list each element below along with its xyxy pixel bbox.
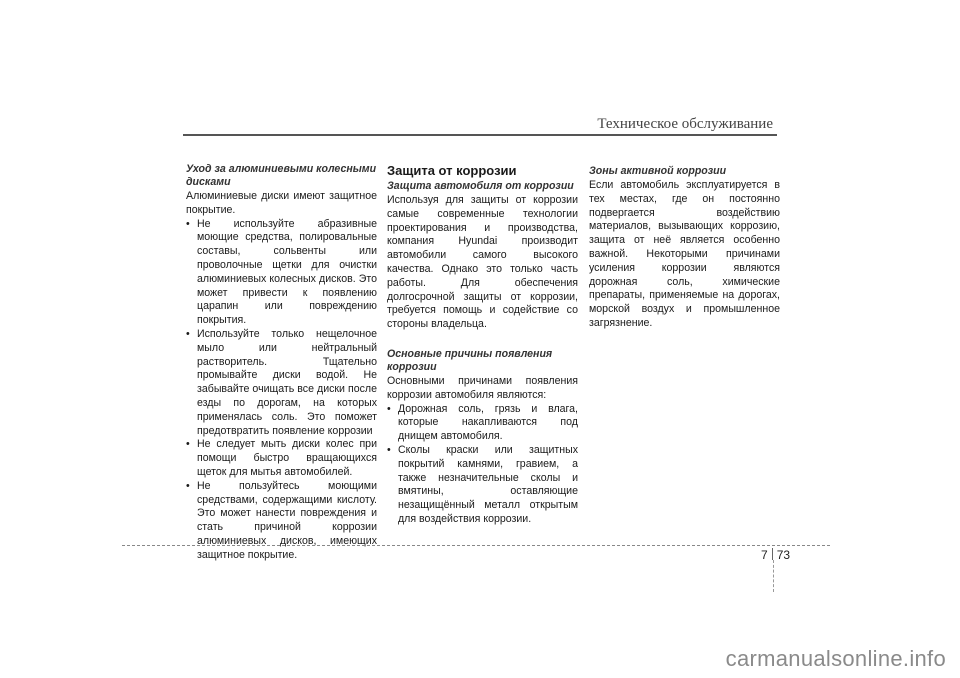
corrosion-causes-list [387,403,578,527]
page-number [761,548,790,562]
bullet-icon: • [186,479,190,492]
list-item-text: Сколы краски или защитных покрытий камнями, гравием, а также незначительные сколы и вмятины, оставляющие незащищённый металл открытым для воздействия коррозии. [398,443,578,525]
corrosion-zones-text: Если автомобиль эксплуатируется в тех местах, где он постоянно подвергается воздействию материалов, вызывающих коррозию, защита от неё является особенно важной. Некоторыми причинами усиления коррозии являются дорожная соль, химические препараты, применяемые на дорогах, морской воздух и промышленное загрязнение. [589,179,780,329]
chapter-number: 7 [761,548,768,562]
list-item-text: Используйте только нещелочное мыло или нейтральный растворитель. Тщательно промывайте диски водой. Не забывайте очищать все диски после езды по дорогам, на которых применялась соль. Это поможет предотвратить появление коррозии [197,327,377,437]
bullet-icon: • [387,402,391,415]
watermark: carmanualsonline.info [725,646,946,671]
footer-vertical-rule [773,560,774,592]
list-item [387,444,578,527]
list-item-text: Не используйте абразивные моющие средства, полировальные составы, сольвенты или проволочные щетки для очистки алюминиевых колесных дисков. Это может привести к появлению царапин или повреждению покрытия. [197,217,377,327]
bullet-icon: • [186,217,190,230]
bullet-icon: • [186,438,190,451]
column-middle [387,163,578,527]
header-rule [183,134,777,136]
bullet-icon: • [387,443,391,456]
list-item-text: Не пользуйтесь моющими средствами, содержащими кислоту. Это может нанести повреждения и стать причиной коррозии алюминиевых дисков, имеющих защитное покрытие. [197,479,377,561]
corrosion-protection-text: Используя для защиты от коррозии самые современные технологии проектирования и производства, компания Hyundai производит автомобили самого высокого качества. Однако это только часть работы. Для обеспечения долгосрочной защиты от коррозии, требуется помощь и содействие со стороны владельца. [387,194,578,331]
list-item-text: Не следует мыть диски колес при помощи быстро вращающихся щеток для мытья автомобилей. [197,438,377,478]
corrosion-causes-text: Основными причинами появления коррозии автомобиля являются: [387,374,578,401]
list-item [186,218,377,328]
corrosion-zones-heading: Зоны активной коррозии [589,165,727,177]
corrosion-protection-heading: Защита автомобиля от коррозии [387,180,574,192]
list-item [186,328,377,438]
column-left [186,163,377,563]
corrosion-causes-heading: Основные причины появления коррозии [387,347,553,373]
list-item [387,403,578,444]
spacer [387,332,578,348]
page-separator [772,548,773,560]
list-item-text: Дорожная соль, грязь и влага, которые накапливаются под днищем автомобиля. [398,402,578,443]
wheel-care-intro: Алюминиевые диски имеют защитное покрытие. [186,190,377,216]
section-title: Техническое обслуживание [597,116,773,132]
list-item [186,480,377,563]
list-item [186,438,377,479]
footer-rule [122,545,830,546]
wheel-care-heading: Уход за алюминиевыми колесными дисками [186,163,377,188]
column-right [589,165,780,331]
wheel-care-list [186,218,377,563]
corrosion-title: Защита от коррозии [387,163,517,178]
page-number-value: 73 [776,548,791,562]
bullet-icon: • [186,327,190,340]
